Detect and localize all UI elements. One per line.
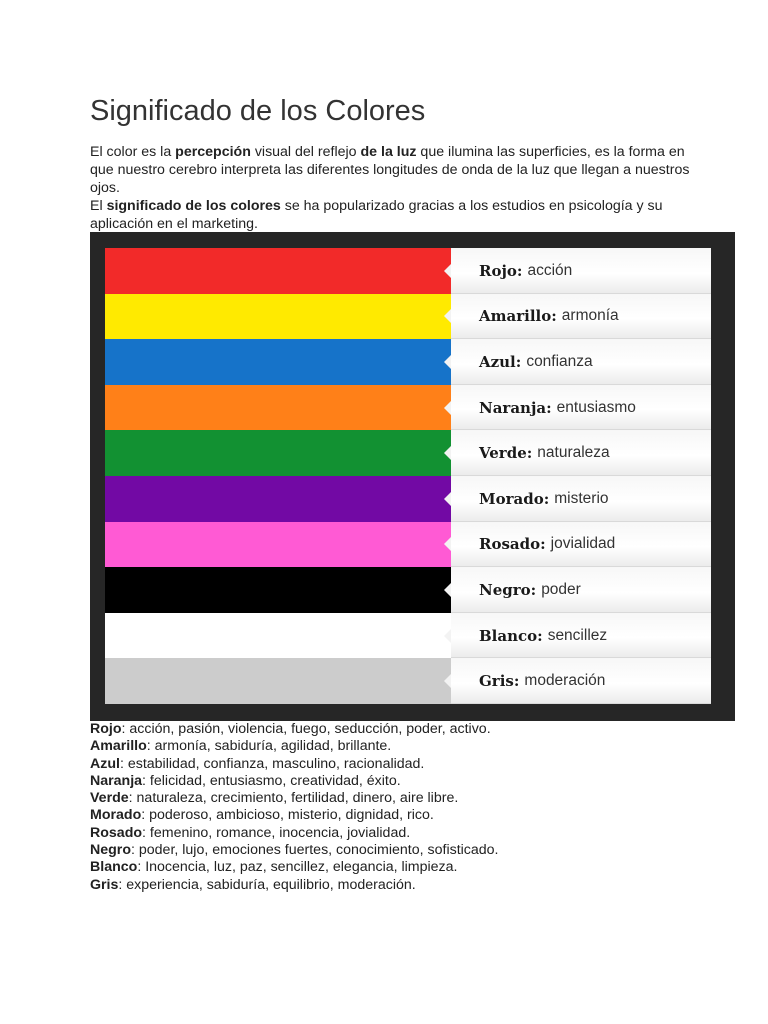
intro-paragraph-2: [90, 197, 690, 233]
color-meaning-text: : poderoso, ambicioso, misterio, dignidad, rico.: [141, 807, 434, 824]
color-meaning-text: : femenino, romance, inocencia, jovialidad.: [142, 824, 411, 841]
color-meaning-name: Gris: [90, 876, 119, 893]
color-meaning-text: : felicidad, entusiasmo, creatividad, éxito.: [142, 772, 401, 789]
color-meaning: misterio: [554, 489, 609, 507]
color-meaning: entusiasmo: [556, 398, 636, 416]
color-meaning-text: : Inocencia, luz, paz, sencillez, elegancia, limpieza.: [137, 859, 458, 876]
notch-arrow-icon: [444, 583, 451, 597]
color-swatch: [105, 248, 451, 294]
notch-arrow-icon: [444, 446, 451, 460]
color-meaning-text: : experiencia, sabiduría, equilibrio, moderación.: [118, 876, 416, 893]
color-meaning-row: [90, 807, 710, 824]
color-name: Gris:: [479, 672, 520, 691]
color-label-box: [451, 613, 711, 659]
color-meaning: armonía: [561, 307, 619, 325]
intro-text: [90, 143, 690, 233]
color-meaning-name: Negro: [90, 842, 131, 859]
color-meaning: naturaleza: [537, 444, 610, 462]
color-name: Naranja:: [479, 398, 552, 417]
color-meaning-text: : poder, lujo, emociones fuertes, conocimiento, sofisticado.: [131, 842, 499, 859]
color-label-box: [451, 476, 711, 522]
color-label: [479, 613, 607, 659]
color-label: [479, 430, 610, 476]
color-stripe: [105, 294, 711, 340]
color-label-box: [451, 430, 711, 476]
color-meaning-name: Rosado: [90, 824, 143, 841]
color-stripe: [105, 567, 711, 613]
color-label: [479, 385, 636, 431]
notch-arrow-icon: [444, 537, 451, 551]
color-label: [479, 476, 609, 522]
color-meaning-row: [90, 773, 710, 790]
color-meaning-row: [90, 842, 710, 859]
color-meaning-text: : acción, pasión, violencia, fuego, seducción, poder, activo.: [121, 721, 491, 737]
color-swatch: [105, 430, 451, 476]
color-label-box: [451, 567, 711, 613]
color-label-box: [451, 294, 711, 340]
color-stripe: [105, 339, 711, 385]
color-name: Negro:: [479, 580, 537, 599]
color-meaning: sencillez: [547, 626, 608, 644]
color-swatch: [105, 613, 451, 659]
color-name: Rosado:: [479, 535, 546, 554]
color-meaning-name: Rojo: [90, 721, 122, 737]
color-meaning-name: Verde: [90, 790, 129, 807]
color-meaning-name: Amarillo: [90, 738, 147, 755]
notch-arrow-icon: [444, 674, 451, 688]
color-meaning-name: Naranja: [90, 772, 143, 789]
intro-paragraph-1: [90, 143, 690, 197]
color-swatch: [105, 385, 451, 431]
color-meanings-infographic: [90, 232, 735, 721]
color-label: [479, 658, 605, 704]
notch-arrow-icon: [444, 629, 451, 643]
color-swatch: [105, 658, 451, 704]
color-stripe: [105, 476, 711, 522]
intro-bold-de-la-luz: de la luz: [360, 144, 417, 160]
color-meaning-row: [90, 738, 710, 755]
color-name: Amarillo:: [479, 307, 557, 326]
notch-arrow-icon: [444, 264, 451, 278]
color-swatch: [105, 339, 451, 385]
notch-arrow-icon: [444, 355, 451, 369]
color-meaning: confianza: [526, 352, 593, 370]
color-label-box: [451, 385, 711, 431]
color-name: Azul:: [479, 352, 522, 371]
color-meaning-text: : naturaleza, crecimiento, fertilidad, dinero, aire libre.: [128, 790, 459, 807]
color-meaning-row: [90, 825, 710, 842]
color-label: [479, 339, 593, 385]
color-stripe: [105, 248, 711, 294]
color-label: [479, 248, 572, 294]
color-meaning-row: [90, 859, 710, 876]
color-label-box: [451, 658, 711, 704]
color-meaning-row: [90, 877, 710, 894]
color-swatch: [105, 294, 451, 340]
color-label: [479, 294, 619, 340]
color-meaning-name: Blanco: [90, 859, 138, 876]
color-label-box: [451, 248, 711, 294]
color-meaning-row: [90, 790, 710, 807]
intro-bold-percepcion: percepción: [175, 144, 251, 160]
color-meaning: moderación: [524, 672, 606, 690]
color-swatch: [105, 522, 451, 568]
color-meaning-name: Morado: [90, 807, 142, 824]
color-stripe: [105, 658, 711, 704]
color-meanings-list: [90, 721, 710, 894]
color-meaning-text: : estabilidad, confianza, masculino, racionalidad.: [119, 755, 425, 772]
color-stripe: [105, 430, 711, 476]
color-stripe: [105, 522, 711, 568]
color-swatch: [105, 476, 451, 522]
color-label: [479, 522, 615, 568]
intro-text-segment: visual del reflejo: [250, 144, 361, 160]
color-name: Rojo:: [479, 261, 523, 280]
color-name: Morado:: [479, 489, 550, 508]
color-meaning-name: Azul: [90, 755, 120, 772]
color-stripes: [105, 248, 711, 704]
intro-bold-significado: significado de los colores: [106, 198, 281, 214]
notch-arrow-icon: [444, 492, 451, 506]
color-stripe: [105, 385, 711, 431]
color-meaning-text: : armonía, sabiduría, agilidad, brillante.: [146, 738, 392, 755]
color-meaning: jovialidad: [550, 535, 616, 553]
intro-text-segment: que ilumina las superficies, es la forma en que nuestro cerebro interpreta las diferentes longitudes de onda de la luz que llegan a nuestros ojos.: [90, 144, 690, 196]
intro-text-segment: El color es la: [90, 144, 176, 160]
color-label-box: [451, 339, 711, 385]
color-name: Verde:: [479, 444, 533, 463]
color-meaning: acción: [527, 261, 573, 279]
color-meaning-row: [90, 756, 710, 773]
color-label-box: [451, 522, 711, 568]
color-name: Blanco:: [479, 626, 543, 645]
intro-text-segment: El: [90, 198, 107, 214]
color-label: [479, 567, 581, 613]
intro-text-segment: se ha popularizado gracias a los estudios en psicología y su aplicación en el marketing.: [90, 198, 663, 232]
color-stripe: [105, 613, 711, 659]
page-title: Significado de los Colores: [90, 95, 426, 127]
notch-arrow-icon: [444, 401, 451, 415]
color-meaning: poder: [541, 580, 581, 598]
notch-arrow-icon: [444, 309, 451, 323]
color-meaning-row: [90, 721, 710, 738]
color-swatch: [105, 567, 451, 613]
